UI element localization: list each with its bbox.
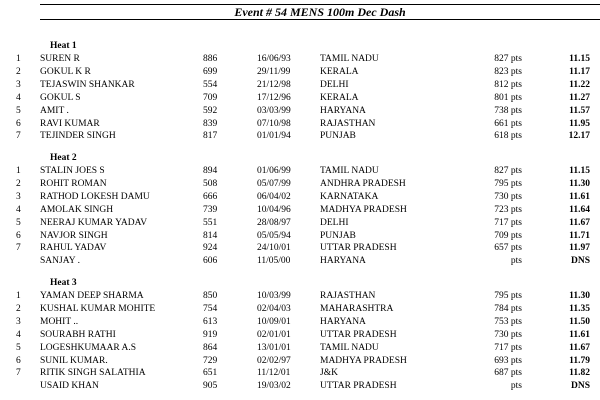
points-value: 661 pts xyxy=(494,118,522,129)
result-row xyxy=(0,204,600,217)
bib-number: 850 xyxy=(203,291,218,301)
result-time: 11.27 xyxy=(569,92,590,103)
heat-title: Heat 3 xyxy=(50,278,77,288)
birth-date: 02/01/01 xyxy=(257,329,291,340)
rank-cell: 7 xyxy=(16,368,21,379)
bib-number: 814 xyxy=(203,230,218,241)
result-time: 11.15 xyxy=(569,166,590,176)
bib-number: 754 xyxy=(203,303,218,314)
bib-number: 666 xyxy=(203,191,218,202)
points-value: 693 pts xyxy=(494,355,522,366)
rank-cell: 4 xyxy=(16,92,21,103)
state-name: UTTAR PRADESH xyxy=(320,329,397,340)
state-name: TAMIL NADU xyxy=(320,54,379,64)
points-value: 812 pts xyxy=(494,79,522,90)
bib-number: 508 xyxy=(203,178,218,189)
birth-date: 13/01/01 xyxy=(257,342,291,353)
athlete-name: LOGESHKUMAAR A.S xyxy=(40,342,137,353)
heat-title: Heat 1 xyxy=(50,41,77,51)
event-title-band xyxy=(40,4,600,20)
result-time: DNS xyxy=(570,256,590,267)
birth-date: 01/06/99 xyxy=(257,166,291,176)
rank-cell: 2 xyxy=(16,178,21,189)
result-time: 11.50 xyxy=(569,316,590,327)
state-name: HARYANA xyxy=(320,256,366,267)
points-value: 795 pts xyxy=(494,291,522,301)
state-name: HARYANA xyxy=(320,105,366,116)
result-row xyxy=(0,255,600,268)
result-row xyxy=(0,342,600,355)
rank-cell: 7 xyxy=(16,131,21,142)
state-name: HARYANA xyxy=(320,316,366,327)
result-time: 11.97 xyxy=(569,243,590,254)
result-time: 11.95 xyxy=(569,118,590,129)
athlete-name: YAMAN DEEP SHARMA xyxy=(40,291,144,301)
bib-number: 699 xyxy=(203,66,218,77)
athlete-name: RATHOD LOKESH DAMU xyxy=(40,191,150,202)
result-row xyxy=(0,105,600,118)
rank-cell: 6 xyxy=(16,355,21,366)
birth-date: 03/03/99 xyxy=(257,105,291,116)
result-time: 11.71 xyxy=(569,230,590,241)
result-time: 11.61 xyxy=(569,191,590,202)
points-value: pts xyxy=(510,381,522,392)
bib-number: 894 xyxy=(203,166,218,176)
state-name: DELHI xyxy=(320,79,349,90)
points-value: 657 pts xyxy=(494,243,522,254)
points-value: 784 pts xyxy=(494,303,522,314)
result-time: 11.79 xyxy=(569,355,590,366)
rank-cell: 2 xyxy=(16,66,21,77)
rank-cell: 5 xyxy=(16,105,21,116)
birth-date: 10/03/99 xyxy=(257,291,291,301)
bib-number: 651 xyxy=(203,368,218,379)
athlete-name: STALIN JOES S xyxy=(40,166,105,176)
points-value: 801 pts xyxy=(494,92,522,103)
birth-date: 29/11/99 xyxy=(257,66,291,77)
points-value: 687 pts xyxy=(494,368,522,379)
rank-cell: 1 xyxy=(16,166,21,176)
athlete-name: GOKUL S xyxy=(40,92,81,103)
points-value: 823 pts xyxy=(494,66,522,77)
athlete-name: TEJINDER SINGH xyxy=(40,131,116,142)
points-value: 795 pts xyxy=(494,178,522,189)
rank-cell: 1 xyxy=(16,291,21,301)
rank-cell: 6 xyxy=(16,118,21,129)
result-time: 11.17 xyxy=(569,66,590,77)
state-name: UTTAR PRADESH xyxy=(320,243,397,254)
birth-date: 05/05/94 xyxy=(257,230,291,241)
athlete-name: USAID KHAN xyxy=(40,381,99,392)
points-value: pts xyxy=(510,256,522,267)
bib-number: 905 xyxy=(203,381,218,392)
bib-number: 551 xyxy=(203,217,218,228)
result-row xyxy=(0,118,600,131)
state-name: PUNJAB xyxy=(320,131,356,142)
birth-date: 10/09/01 xyxy=(257,316,291,327)
bib-number: 919 xyxy=(203,329,218,340)
birth-date: 10/04/96 xyxy=(257,204,291,215)
birth-date: 06/04/02 xyxy=(257,191,291,202)
result-time: 11.30 xyxy=(569,178,590,189)
rank-cell: 5 xyxy=(16,342,21,353)
result-row xyxy=(0,230,600,243)
event-title: Event # 54 MENS 100m Dec Dash xyxy=(234,5,406,19)
athlete-name: NEERAJ KUMAR YADAV xyxy=(40,217,148,228)
result-time: 11.64 xyxy=(569,204,590,215)
points-value: 827 pts xyxy=(494,54,522,64)
result-row xyxy=(0,355,600,368)
rank-cell: 7 xyxy=(16,243,21,254)
birth-date: 05/07/99 xyxy=(257,178,291,189)
result-row xyxy=(0,380,600,393)
points-value: 709 pts xyxy=(494,230,522,241)
bib-number: 554 xyxy=(203,79,218,90)
bib-number: 739 xyxy=(203,204,218,215)
points-value: 717 pts xyxy=(494,217,522,228)
athlete-name: SOURABH RATHI xyxy=(40,329,116,340)
athlete-name: SUNIL KUMAR. xyxy=(40,355,108,366)
athlete-name: AMOLAK SINGH xyxy=(40,204,114,215)
result-time: 11.15 xyxy=(569,54,590,64)
birth-date: 17/12/96 xyxy=(257,92,291,103)
athlete-name: MOHIT .. xyxy=(40,316,79,327)
points-value: 723 pts xyxy=(494,204,522,215)
bib-number: 729 xyxy=(203,355,218,366)
birth-date: 11/12/01 xyxy=(257,368,291,379)
points-value: 618 pts xyxy=(494,131,522,142)
state-name: DELHI xyxy=(320,217,349,228)
birth-date: 21/12/98 xyxy=(257,79,291,90)
state-name: J&K xyxy=(320,368,338,379)
result-row xyxy=(0,92,600,105)
result-time: 11.61 xyxy=(569,329,590,340)
bib-number: 924 xyxy=(203,243,218,254)
athlete-name: KUSHAL KUMAR MOHITE xyxy=(40,303,156,314)
bib-number: 592 xyxy=(203,105,218,116)
result-row xyxy=(0,316,600,329)
birth-date: 28/08/97 xyxy=(257,217,291,228)
result-row xyxy=(0,290,600,303)
result-row xyxy=(0,191,600,204)
points-value: 730 pts xyxy=(494,329,522,340)
result-row xyxy=(0,329,600,342)
bib-number: 886 xyxy=(203,54,218,64)
result-row xyxy=(0,303,600,316)
rank-cell: 6 xyxy=(16,230,21,241)
result-row xyxy=(0,367,600,380)
points-value: 753 pts xyxy=(494,316,522,327)
state-name: KERALA xyxy=(320,66,359,77)
bib-number: 709 xyxy=(203,92,218,103)
birth-date: 01/01/94 xyxy=(257,131,291,142)
bib-number: 817 xyxy=(203,131,218,142)
state-name: RAJASTHAN xyxy=(320,291,376,301)
birth-date: 07/10/98 xyxy=(257,118,291,129)
result-row xyxy=(0,53,600,66)
athlete-name: ROHIT ROMAN xyxy=(40,178,107,189)
state-name: MADHYA PRADESH xyxy=(320,355,407,366)
birth-date: 19/03/02 xyxy=(257,381,291,392)
points-value: 730 pts xyxy=(494,191,522,202)
rank-cell: 5 xyxy=(16,217,21,228)
birth-date: 16/06/93 xyxy=(257,54,291,64)
rank-cell: 3 xyxy=(16,191,21,202)
birth-date: 02/04/03 xyxy=(257,303,291,314)
athlete-name: RAVI KUMAR xyxy=(40,118,100,129)
result-row xyxy=(0,66,600,79)
athlete-name: AMIT . xyxy=(40,105,69,116)
result-time: 11.35 xyxy=(569,303,590,314)
rank-cell: 3 xyxy=(16,316,21,327)
result-row xyxy=(0,79,600,92)
result-row xyxy=(0,242,600,255)
rank-cell: 4 xyxy=(16,204,21,215)
result-row xyxy=(0,217,600,230)
result-time: 11.82 xyxy=(569,368,590,379)
rank-cell: 3 xyxy=(16,79,21,90)
result-row xyxy=(0,165,600,178)
birth-date: 24/10/01 xyxy=(257,243,291,254)
bib-number: 606 xyxy=(203,256,218,267)
result-time: 11.57 xyxy=(569,105,590,116)
state-name: RAJASTHAN xyxy=(320,118,376,129)
state-name: PUNJAB xyxy=(320,230,356,241)
heat-title: Heat 2 xyxy=(50,153,77,163)
athlete-name: RITIK SINGH SALATHIA xyxy=(40,368,146,379)
state-name: TAMIL NADU xyxy=(320,342,379,353)
bib-number: 613 xyxy=(203,316,218,327)
rank-cell: 4 xyxy=(16,329,21,340)
points-value: 717 pts xyxy=(494,342,522,353)
state-name: MAHARASHTRA xyxy=(320,303,394,314)
athlete-name: NAVJOR SINGH xyxy=(40,230,108,241)
birth-date: 11/05/00 xyxy=(257,256,291,267)
athlete-name: SANJAY . xyxy=(40,256,80,267)
state-name: KARNATAKA xyxy=(320,191,379,202)
athlete-name: SUREN R xyxy=(40,54,80,64)
result-time: 11.67 xyxy=(569,217,590,228)
result-time: 11.22 xyxy=(569,79,590,90)
athlete-name: TEJASWIN SHANKAR xyxy=(40,79,135,90)
result-row xyxy=(0,130,600,143)
bib-number: 864 xyxy=(203,342,218,353)
result-time: DNS xyxy=(570,381,590,392)
athlete-name: GOKUL K R xyxy=(40,66,91,77)
state-name: TAMIL NADU xyxy=(320,166,379,176)
state-name: ANDHRA PRADESH xyxy=(320,178,406,189)
points-value: 827 pts xyxy=(494,166,522,176)
state-name: UTTAR PRADESH xyxy=(320,381,397,392)
result-time: 12.17 xyxy=(568,131,590,142)
state-name: MADHYA PRADESH xyxy=(320,204,407,215)
birth-date: 02/02/97 xyxy=(257,355,291,366)
result-time: 11.67 xyxy=(569,342,590,353)
rank-cell: 2 xyxy=(16,303,21,314)
bib-number: 839 xyxy=(203,118,218,129)
rank-cell: 1 xyxy=(16,54,21,64)
state-name: KERALA xyxy=(320,92,359,103)
points-value: 738 pts xyxy=(494,105,522,116)
athlete-name: RAHUL YADAV xyxy=(40,243,107,254)
result-time: 11.30 xyxy=(569,291,590,301)
result-row xyxy=(0,178,600,191)
